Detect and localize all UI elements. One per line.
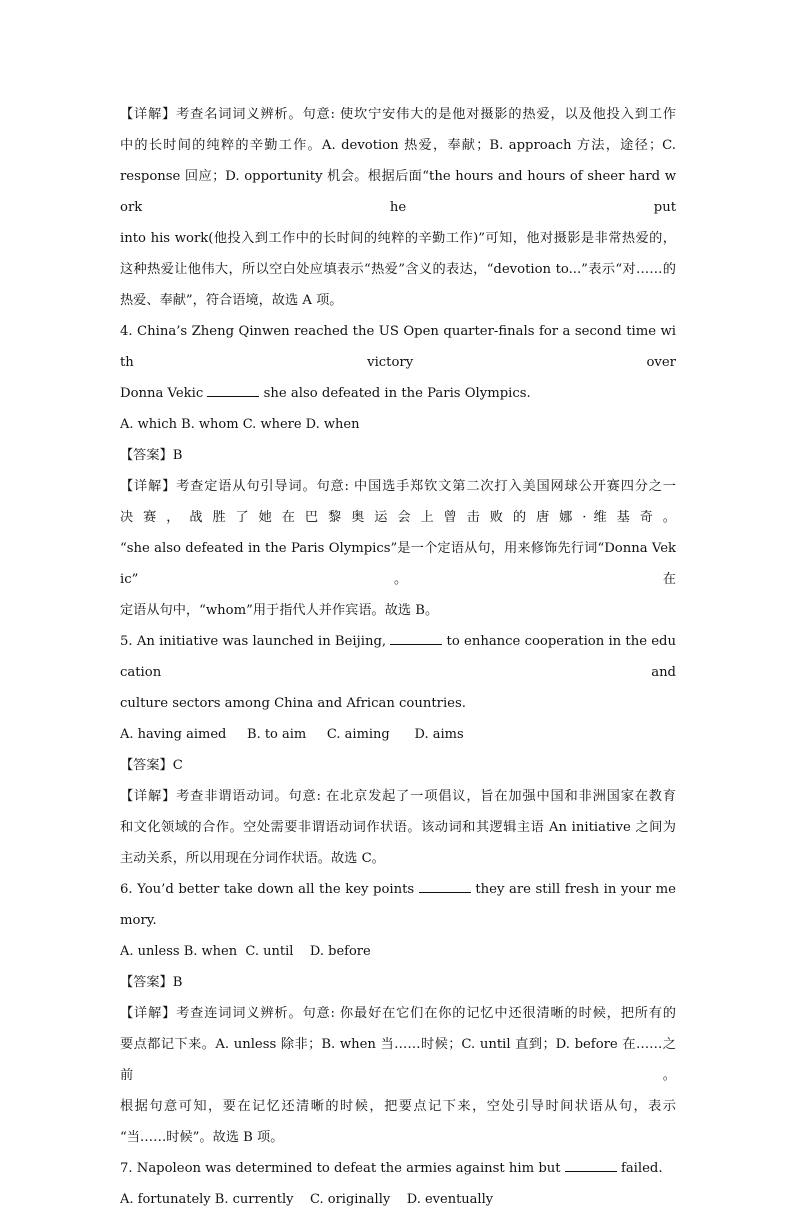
stem-text: 7. Napoleon was determined to defeat the armies against him but [120, 1161, 565, 1176]
question-stem: 4. China’s Zheng Qinwen reached the US Open quarter-finals for a second time with victory over [120, 324, 676, 370]
text-line: 根据句意可知，要在记忆还清晰的时候，把要点记下来，空处引导时间状语从句，表示 [120, 1099, 676, 1114]
text-line: 【详解】考查定语从句引导词。句意: 中国选手郑钦文第二次打入美国网球公开赛四分之一 [120, 479, 676, 494]
question-stem-line2 [120, 378, 676, 409]
stem-text: 6. You’d better take down all the key points [120, 882, 419, 897]
question-6 [120, 874, 676, 1153]
stem-text: they are still fresh in your memory. [120, 882, 676, 928]
page-content [120, 99, 676, 1215]
explanation-q3 [120, 99, 676, 316]
text-line: 和文化领域的合作。空处需要非谓语动词作状语。该动词和其逻辑主语 An initiative 之间为 [120, 820, 676, 835]
question-options: A. unless B. when C. until D. before [120, 944, 371, 959]
question-options: A. which B. whom C. where D. when [120, 417, 360, 432]
text-line: 主动关系，所以用现在分词作状语。故选 C。 [120, 851, 385, 866]
question-stem [120, 874, 676, 936]
question-stem-line2: culture sectors among China and African countries. [120, 696, 466, 711]
text-line: 热爱、奉献”，符合语境，故选 A 项。 [120, 293, 343, 308]
answer-blank [207, 384, 259, 397]
question-options: A. fortunately B. currently C. originally D. eventually [120, 1192, 494, 1207]
answer-blank [419, 880, 471, 893]
answer-label: 【答案】C [120, 758, 183, 773]
text-line: “当……时候”。故选 B 项。 [120, 1130, 284, 1145]
question-7 [120, 1153, 676, 1215]
text-line: 要点都记下来。A. unless 除非；B. when 当……时候；C. until 直到；D. before 在……之前。 [120, 1037, 676, 1083]
text-line: 定语从句中，“whom”用于指代人并作宾语。故选 B。 [120, 603, 439, 618]
text-line: response 回应；D. opportunity 机会。根据后面“the hours and hours of sheer hard work he put [120, 169, 676, 215]
question-stem [120, 1153, 676, 1184]
text-line: into his work(他投入到工作中的长时间的纯粹的辛勤工作)”可知，他对摄影是非常热爱的， [120, 231, 676, 246]
question-options: A. having aimed B. to aim C. aiming D. aims [120, 727, 464, 742]
text-line: “she also defeated in the Paris Olympics”是一个定语从句，用来修饰先行词“Donna Vekic”。在 [120, 541, 676, 587]
text-line: 【详解】考查非谓语动词。句意: 在北京发起了一项倡议，旨在加强中国和非洲国家在教育 [120, 789, 676, 804]
text-line: 【详解】考查名词词义辨析。句意: 使坎宁安伟大的是他对摄影的热爱，以及他投入到工作 [120, 107, 676, 122]
text-line: 【详解】考查连词词义辨析。句意: 你最好在它们在你的记忆中还很清晰的时候，把所有的 [120, 1006, 676, 1021]
answer-label: 【答案】B [120, 975, 183, 990]
stem-text: she also defeated in the Paris Olympics. [259, 386, 531, 401]
answer-blank [390, 632, 442, 645]
text-line: 中的长时间的纯粹的辛勤工作。A. devotion 热爱，奉献；B. approach 方法，途径；C. [120, 138, 676, 153]
stem-text: failed. [616, 1161, 663, 1176]
answer-blank [565, 1159, 617, 1172]
question-5 [120, 626, 676, 874]
answer-label: 【答案】B [120, 448, 183, 463]
text-line: 这种热爱让他伟大，所以空白处应填表示“热爱”含义的表达，“devotion to...”表示“对……的 [120, 262, 676, 277]
stem-text: 5. An initiative was launched in Beijing, [120, 634, 391, 649]
stem-text: Donna Vekic [120, 386, 208, 401]
question-stem [120, 626, 676, 688]
stem-text: to enhance cooperation in the education and [120, 634, 676, 680]
text-line: 决 赛 ， 战 胜 了 她 在 巴 黎 奥 运 会 上 曾 击 败 的 唐 娜 · 维 基 奇 。 [120, 510, 676, 525]
question-4 [120, 316, 676, 626]
